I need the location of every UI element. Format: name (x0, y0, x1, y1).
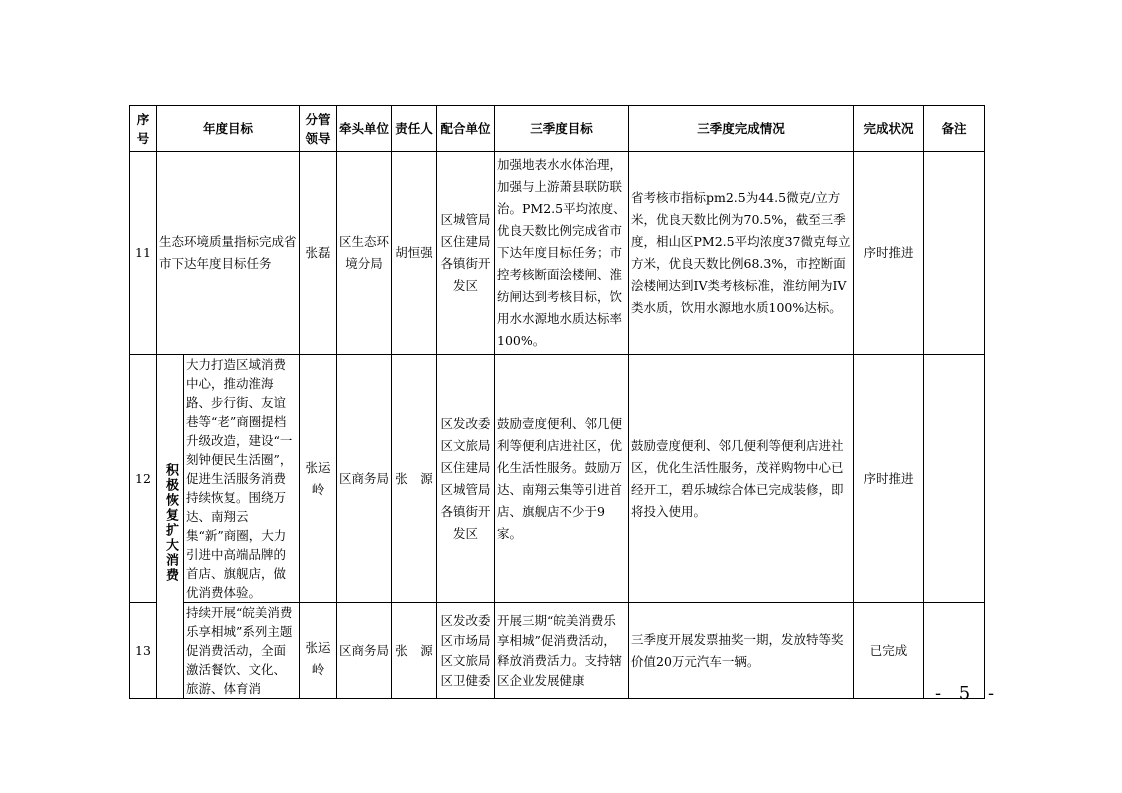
header-status: 完成状况 (854, 106, 924, 152)
row-q3-target: 加强地表水水体治理，加强与上游萧县联防联治。PM2.5平均浓度、优良天数比例完成省市下达年度目标任务；市控考核断面浍楼闸、淮纺闸达到考核目标，饮用水水源地水质达标率100%。 (495, 152, 629, 355)
header-responsible: 责任人 (392, 106, 437, 152)
row-seq: 11 (130, 152, 157, 355)
header-seq: 序号 (130, 106, 157, 152)
row-q3-progress: 鼓励壹度便利、邻几便利等便利店进社区，优化生活性服务，茂祥购物中心已经开工，碧乐城综合体已完成装修，即将投入使用。 (629, 355, 854, 603)
row-lead-unit: 区生态环境分局 (337, 152, 392, 355)
header-remark: 备注 (924, 106, 985, 152)
row-remark (924, 355, 985, 603)
row-q3-progress: 省考核市指标pm2.5为44.5微克/立方米，优良天数比例为70.5%，截至三季度，相山区PM2.5平均浓度37微克每立方米，优良天数比例68.3%，市控断面浍楼闸达到IV类考核标准，淮纺闸为IV类水质，饮用水源地水质100%达标。 (629, 152, 854, 355)
category-label (157, 355, 184, 699)
header-lead-unit: 牵头单位 (337, 106, 392, 152)
row-seq: 13 (130, 603, 157, 699)
row-goal: 大力打造区域消费中心，推动淮海路、步行街、友谊巷等“老”商圈提档升级改造，建设“一刻钟便民生活圈”，促进生活服务消费持续恢复。围绕万达、南翔云集“新”商圈，大力引进中高端品牌的首店、旗舰店，做优消费体验。 (184, 355, 300, 603)
row-responsible: 张 源 (392, 355, 437, 603)
table-header-row (130, 106, 985, 152)
header-coop-unit: 配合单位 (437, 106, 495, 152)
row-remark (924, 152, 985, 355)
row-coop-unit: 区发改委区文旅局区住建局区城管局各镇街开发区 (437, 355, 495, 603)
header-q3-target: 三季度目标 (495, 106, 629, 152)
table-row (130, 603, 985, 699)
row-coop-unit: 区城管局区住建局各镇街开发区 (437, 152, 495, 355)
row-goal: 持续开展“皖美消费 乐享相城”系列主题促消费活动，全面激活餐饮、文化、旅游、体育消 (184, 603, 300, 699)
row-status: 序时推进 (854, 152, 924, 355)
row-seq: 12 (130, 355, 157, 603)
row-status: 已完成 (854, 603, 924, 699)
row-leader: 张磊 (300, 152, 337, 355)
category-text: 积极恢复扩大消费 (163, 462, 178, 583)
header-goal: 年度目标 (157, 106, 300, 152)
page-number: - 5 - (935, 683, 1001, 704)
header-leader: 分管领导 (300, 106, 337, 152)
row-q3-progress: 三季度开展发票抽奖一期，发放特等奖价值20万元汽车一辆。 (629, 603, 854, 699)
row-lead-unit: 区商务局 (337, 355, 392, 603)
row-leader: 张运岭 (300, 603, 337, 699)
row-goal: 生态环境质量指标完成省市下达年度目标任务 (157, 152, 300, 355)
table-row (130, 152, 985, 355)
row-responsible: 胡恒强 (392, 152, 437, 355)
goal-table (129, 105, 985, 699)
row-q3-target: 开展三期“皖美消费乐享相城”促消费活动，释放消费活力。支持辖区企业发展健康 (495, 603, 629, 699)
row-lead-unit: 区商务局 (337, 603, 392, 699)
header-q3-progress: 三季度完成情况 (629, 106, 854, 152)
row-status: 序时推进 (854, 355, 924, 603)
row-q3-target: 鼓励壹度便利、邻几便利等便利店进社区，优化生活性服务。鼓励万达、南翔云集等引进首店、旗舰店不少于9家。 (495, 355, 629, 603)
row-responsible: 张 源 (392, 603, 437, 699)
row-leader: 张运岭 (300, 355, 337, 603)
row-coop-unit: 区发改委区市场局区文旅局区卫健委 (437, 603, 495, 699)
table-row (130, 355, 985, 603)
